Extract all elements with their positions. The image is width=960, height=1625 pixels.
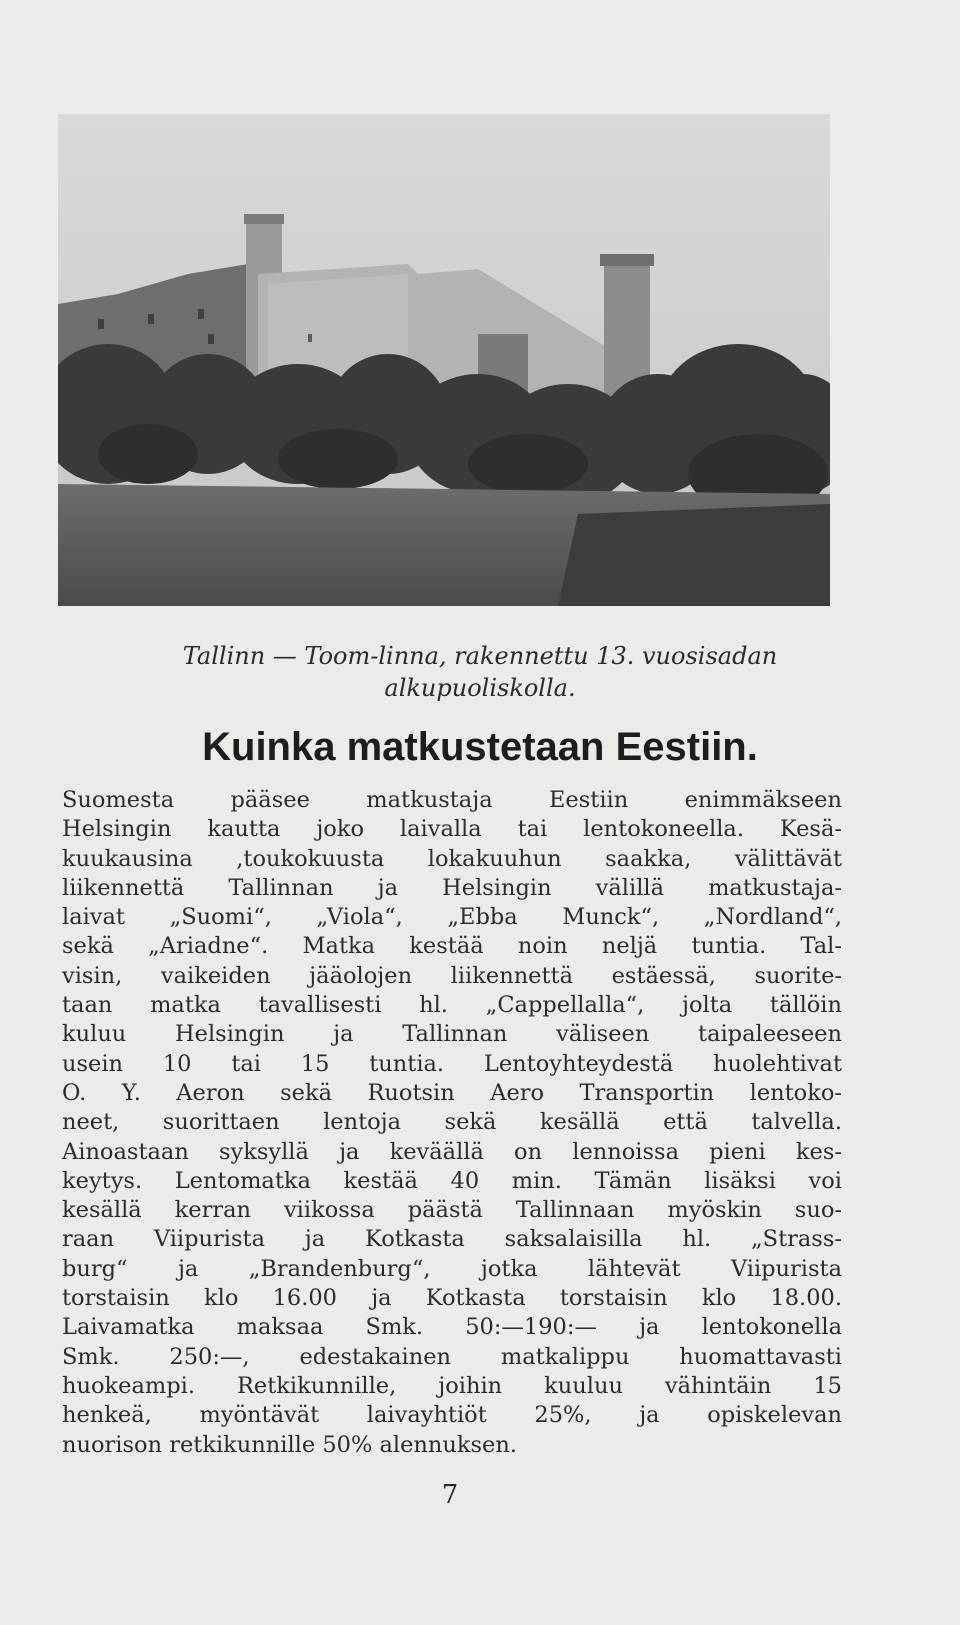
castle-photo xyxy=(58,114,830,606)
castle-photo-image xyxy=(58,114,830,606)
text-line: visin, vaikeiden jääolojen liikennettä estäessä, suorite- xyxy=(62,962,842,989)
caption-line: alkupuoliskolla. xyxy=(384,674,576,702)
text-line: usein 10 tai 15 tuntia. Lentoyhteydestä huolehtivat xyxy=(62,1050,842,1077)
text-line: Smk. 250:—, edestakainen matkalippu huomattavasti xyxy=(62,1343,842,1370)
text-line: nuorison retkikunnille 50% alennuksen. xyxy=(62,1431,518,1458)
text-line: liikennettä Tallinnan ja Helsingin välillä matkustaja- xyxy=(62,874,842,901)
text-line: keytys. Lentomatka kestää 40 min. Tämän lisäksi voi xyxy=(62,1167,842,1194)
text-line: Helsingin kautta joko laivalla tai lentokoneella. Kesä- xyxy=(62,816,842,843)
caption-line: Tallinn — Toom-linna, rakennettu 13. vuosisadan xyxy=(182,642,778,670)
page-number: 7 xyxy=(441,1480,459,1510)
text-line: O. Y. Aeron sekä Ruotsin Aero Transportin lentoko- xyxy=(62,1079,842,1106)
photo-caption xyxy=(60,640,900,704)
text-line: kuukausina ,toukokuusta lokakuuhun saakka, välittävät xyxy=(62,845,842,872)
section-heading: Kuinka matkustetaan Eestiin. xyxy=(202,725,758,769)
text-line: torstaisin klo 16.00 ja Kotkasta torstaisin klo 18.00. xyxy=(62,1285,842,1312)
text-line: Ainoastaan syksyllä ja keväällä on lennoissa pieni kes- xyxy=(62,1138,842,1165)
text-line: burg“ ja „Brandenburg“, jotka lähtevät Viipurista xyxy=(62,1255,842,1282)
text-line: laivat „Suomi“, „Viola“, „Ebba Munck“, „Nordland“, xyxy=(62,904,842,931)
text-line: huokeampi. Retkikunnille, joihin kuuluu vähintäin 15 xyxy=(62,1372,842,1399)
text-line: kuluu Helsingin ja Tallinnan väliseen taipaleeseen xyxy=(62,1021,842,1048)
text-line: Laivamatka maksaa Smk. 50:—190:— ja lentokonella xyxy=(62,1314,842,1341)
text-line: henkeä, myöntävät laivayhtiöt 25%, ja opiskelevan xyxy=(62,1402,842,1429)
body-paragraph xyxy=(62,786,842,1460)
text-line: taan matka tavallisesti hl. „Cappellalla“, jolta tällöin xyxy=(62,992,842,1019)
text-line: Suomesta pääsee matkustaja Eestiin enimmäkseen xyxy=(62,787,842,813)
text-line: sekä „Ariadne“. Matka kestää noin neljä tuntia. Tal- xyxy=(62,933,842,960)
text-line: raan Viipurista ja Kotkasta saksalaisilla hl. „Strass- xyxy=(62,1226,842,1253)
text-line: neet, suorittaen lentoja sekä kesällä että talvella. xyxy=(62,1109,842,1136)
text-line: kesällä kerran viikossa päästä Tallinnaan myöskin suo- xyxy=(62,1197,842,1224)
